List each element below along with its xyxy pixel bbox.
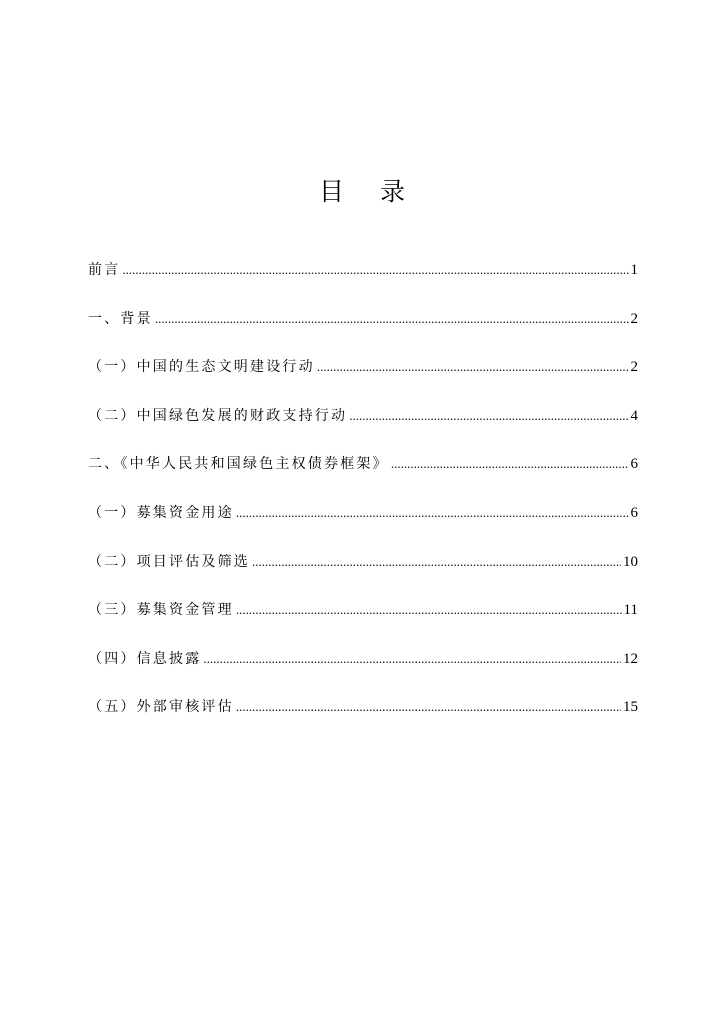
- toc-entry-label: （二）中国绿色发展的财政支持行动: [88, 407, 348, 424]
- toc-page-number: 15: [623, 699, 638, 716]
- toc-title: 目 录: [319, 177, 419, 206]
- table-of-contents: [88, 259, 638, 745]
- toc-dot-leader: [236, 602, 622, 618]
- toc-dot-leader: [349, 408, 628, 424]
- toc-entry-preface[interactable]: [88, 259, 638, 308]
- toc-dot-leader: [122, 262, 628, 278]
- toc-dot-leader: [391, 456, 629, 472]
- toc-page-number: 6: [630, 456, 638, 473]
- toc-entry-use-of-proceeds[interactable]: [88, 502, 638, 551]
- toc-page-number: 12: [623, 650, 638, 667]
- toc-dot-leader: [236, 699, 621, 715]
- toc-dot-leader: [317, 359, 629, 375]
- toc-entry-label: （五）外部审核评估: [88, 699, 234, 716]
- toc-entry-green-bond-framework[interactable]: [88, 453, 638, 502]
- toc-entry-label: （四）信息披露: [88, 650, 202, 667]
- toc-page-number: 1: [630, 262, 638, 278]
- toc-page-number: 2: [630, 359, 638, 376]
- toc-page-number: 10: [623, 553, 638, 570]
- toc-dot-leader: [252, 554, 621, 570]
- toc-entry-proceeds-management[interactable]: [88, 599, 638, 648]
- toc-entry-label: （一）中国的生态文明建设行动: [88, 359, 315, 376]
- toc-entry-label: （二）项目评估及筛选: [88, 553, 250, 570]
- toc-entry-label: （一）募集资金用途: [88, 504, 234, 521]
- toc-entry-project-evaluation[interactable]: [88, 551, 638, 600]
- toc-page-number: 2: [630, 310, 638, 327]
- toc-entry-label: 前言: [88, 262, 121, 278]
- toc-dot-leader: [236, 505, 629, 521]
- toc-entry-ecological-civilization[interactable]: [88, 356, 638, 405]
- toc-dot-leader: [155, 311, 629, 327]
- toc-entry-external-review[interactable]: [88, 696, 638, 745]
- toc-dot-leader: [203, 651, 621, 667]
- toc-page-number: 6: [630, 504, 638, 521]
- toc-entry-background[interactable]: [88, 308, 638, 357]
- toc-page-number: 4: [630, 407, 638, 424]
- toc-entry-label: 二、《中华人民共和国绿色主权债券框架》: [88, 456, 389, 473]
- toc-page-number: 11: [623, 602, 638, 619]
- toc-entry-fiscal-support[interactable]: [88, 405, 638, 454]
- toc-entry-disclosure[interactable]: [88, 648, 638, 697]
- toc-entry-label: （三）募集资金管理: [88, 602, 234, 619]
- toc-entry-label: 一、背景: [88, 310, 153, 327]
